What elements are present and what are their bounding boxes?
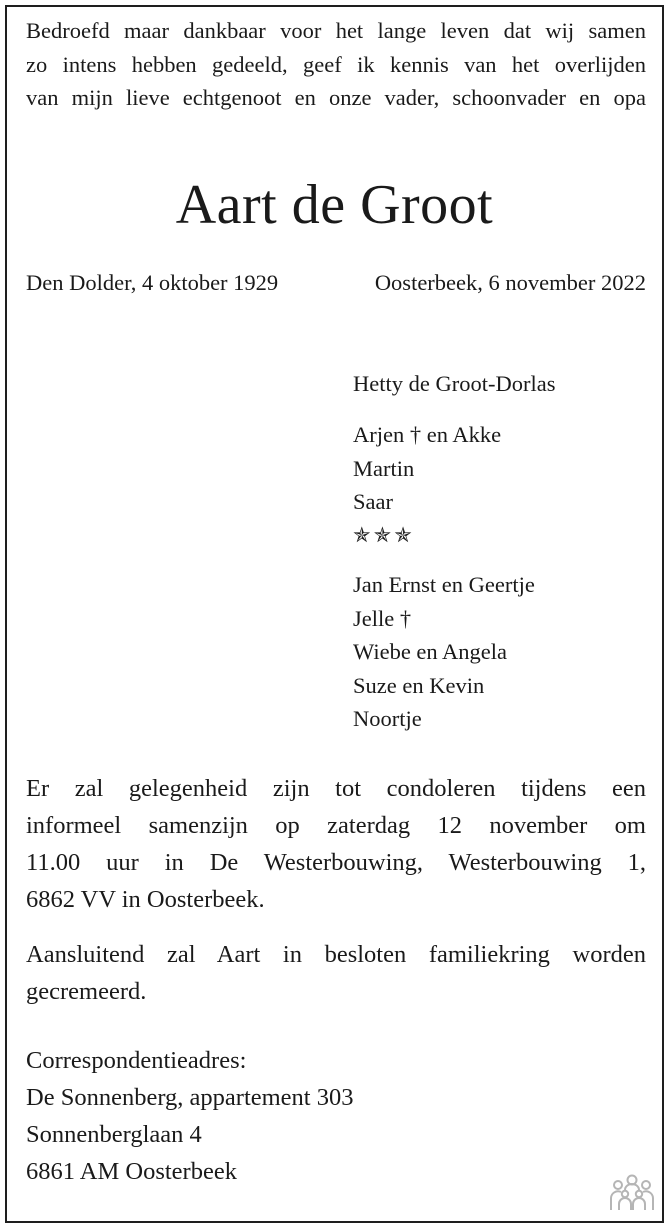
people-group-logo-icon <box>608 1172 656 1212</box>
grandchild-name: Jelle † <box>353 605 412 631</box>
grandchild-name: Noortje <box>353 706 422 731</box>
intro-paragraph <box>26 14 646 115</box>
deceased-name: Aart de Groot <box>175 174 494 236</box>
grandchild-name: Jan Ernst en Geertje <box>353 572 535 597</box>
child-name: Arjen † en Akke <box>353 422 502 447</box>
spouse-block <box>353 367 653 401</box>
cremation-line: gecremeerd. <box>26 978 147 1005</box>
condolence-line: 11.00 uur in De Westerbouwing, Westerbouwing 1, <box>26 849 646 876</box>
birth-place-date: Den Dolder, 4 oktober 1929 <box>26 270 279 295</box>
condolence-paragraph <box>26 770 646 918</box>
intro-line: zo intens hebben gedeeld, geef ik kennis van het overlijden <box>26 51 646 77</box>
grandchild-name: Suze en Kevin <box>353 672 485 698</box>
child-name: Martin <box>353 455 415 481</box>
address-line: Sonnenberglaan 4 <box>26 1121 202 1148</box>
grandchild-name: Wiebe en Angela <box>353 639 508 664</box>
condolence-line: informeel samenzijn op zaterdag 12 november om <box>26 812 646 839</box>
spouse-name: Hetty de Groot-Dorlas <box>353 371 556 396</box>
death-place-date: Oosterbeek, 6 november 2022 <box>374 270 646 295</box>
address-line: De Sonnenberg, appartement 303 <box>26 1084 354 1111</box>
cremation-line: Aansluitend zal Aart in besloten familiekring worden <box>26 941 646 968</box>
star-separator: ✯✯✯ <box>353 522 415 547</box>
intro-line: van mijn lieve echtgenoot en onze vader, schoonvader en opa <box>26 85 646 110</box>
correspondence-label: Correspondentieadres: <box>26 1047 247 1074</box>
cremation-paragraph <box>26 936 646 1010</box>
children-block <box>353 418 653 552</box>
grandchildren-block <box>353 568 653 736</box>
condolence-line: 6862 VV in Oosterbeek. <box>26 886 265 913</box>
condolence-line: Er zal gelegenheid zijn tot condoleren tijdens een <box>26 775 646 802</box>
intro-line: Bedroefd maar dankbaar voor het lange leven dat wij samen <box>26 18 646 43</box>
child-name: Saar <box>353 489 393 514</box>
address-line: 6861 AM Oosterbeek <box>26 1158 237 1185</box>
life-dates <box>26 266 646 300</box>
correspondence-block <box>26 1042 646 1190</box>
